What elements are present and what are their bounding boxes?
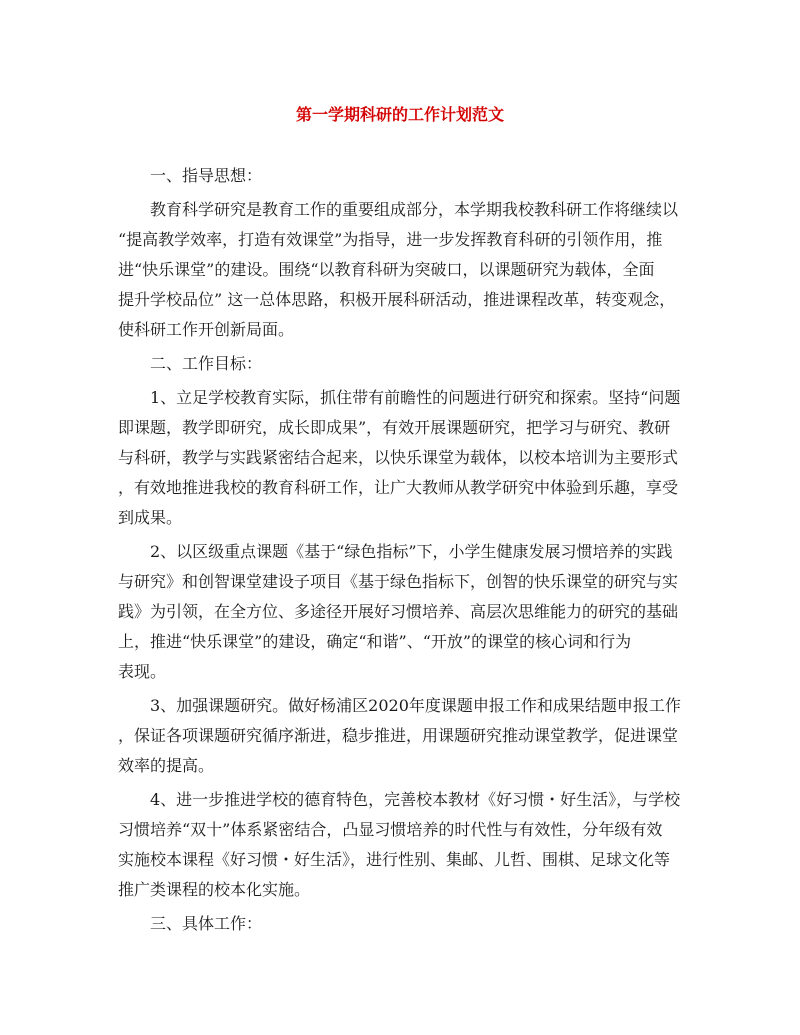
body-line: 进“快乐课堂”的建设。围绕“以教育科研为突破口，以课题研究为载体，全面 bbox=[118, 260, 655, 279]
body-line: 推广类课程的校本化实施。 bbox=[118, 880, 311, 899]
body-line: 表现。 bbox=[118, 662, 167, 681]
body-line: 效率的提高。 bbox=[118, 756, 215, 775]
body-line: 3、加强课题研究。做好杨浦区2020年度课题申报工作和成果结题申报工作 bbox=[150, 696, 681, 715]
body-line: 即课题，教学即研究，成长即成果”，有效开展课题研究，把学习与研究、教研 bbox=[118, 418, 671, 437]
body-line: 2、以区级重点课题《基于“绿色指标”下，小学生健康发展习惯培养的实践 bbox=[150, 542, 673, 561]
body-line: 一、指导思想： bbox=[150, 166, 263, 185]
document-title: 第一学期科研的工作计划范文 bbox=[295, 105, 504, 124]
body-line: 教育科学研究是教育工作的重要组成部分，本学期我校教科研工作将继续以 bbox=[150, 200, 679, 219]
body-line: 4、进一步推进学校的德育特色，完善校本教材《好习惯・好生活》，与学校 bbox=[150, 790, 681, 809]
body-line: 践》为引领，在全方位、多途径开展好习惯培养、高层次思维能力的研究的基础 bbox=[118, 602, 679, 621]
body-line: 三、具体工作： bbox=[150, 914, 263, 933]
body-line: ，有效地推进我校的教育科研工作，让广大教师从教学研究中体验到乐趣，享受 bbox=[118, 478, 679, 497]
body-line: 1、立足学校教育实际，抓住带有前瞻性的问题进行研究和探索。坚持“问题 bbox=[150, 388, 681, 407]
body-line: 与科研，教学与实践紧密结合起来，以快乐课堂为载体，以校本培训为主要形式 bbox=[118, 448, 679, 467]
body-line: 习惯培养“双十”体系紧密结合，凸显习惯培养的时代性与有效性，分年级有效 bbox=[118, 820, 663, 839]
body-line: 提升学校品位” 这一总体思路，积极开展科研活动，推进课程改革，转变观念， bbox=[118, 290, 676, 309]
body-line: 到成果。 bbox=[118, 508, 183, 527]
body-line: 实施校本课程《好习惯・好生活》，进行性别、集邮、儿哲、围棋、足球文化等 bbox=[118, 850, 671, 869]
body-line: 上，推进“快乐课堂”的建设，确定“和谐”、“开放”的课堂的核心词和行为 bbox=[118, 632, 632, 651]
body-line: “提高教学效率，打造有效课堂”为指导，进一步发挥教育科研的引领作用，推 bbox=[118, 230, 663, 249]
body-line: 二、工作目标： bbox=[150, 354, 263, 373]
body-line: ，保证各项课题研究循序渐进，稳步推进，用课题研究推动课堂教学，促进课堂 bbox=[118, 726, 679, 745]
body-line: 与研究》和创智课堂建设子项目《基于绿色指标下，创智的快乐课堂的研究与实 bbox=[118, 572, 679, 591]
body-line: 使科研工作开创新局面。 bbox=[118, 320, 295, 339]
document-body bbox=[118, 161, 682, 939]
